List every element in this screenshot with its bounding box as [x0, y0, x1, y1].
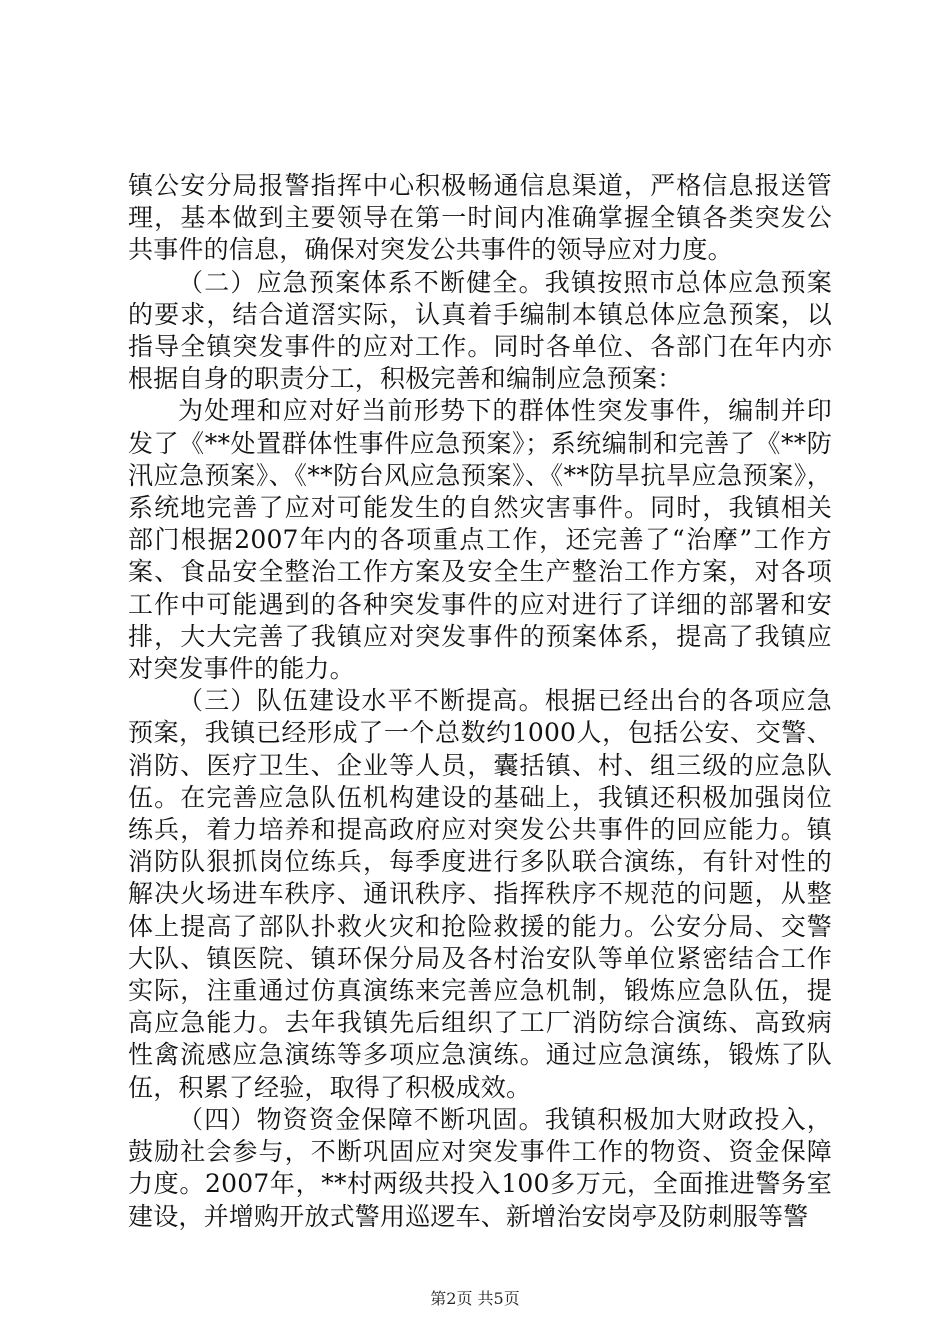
page-footer: 第2页 共5页 [430, 1289, 520, 1308]
paragraph-3: 为处理和应对好当前形势下的群体性突发事件，编制并印发了《**处置群体性事件应急预案》；系统编制和完善了《**防汛应急预案》、《**防台风应急预案》、《**防旱抗旱应急预案》，系统地完善了应对可能发生的自然灾害事件。同时，我镇相关部门根据2007年内的各项重点工作，还完善了“治摩”工作方案、食品安全整治工作方案及安全生产整治工作方案，对各项工作中可能遇到的各种突发事件的应对进行了详细的部署和安排，大大完善了我镇应对突发事件的预案体系，提高了我镇应对突发事件的能力。 [128, 396, 832, 684]
paragraph-5: （四）物资资金保障不断巩固。我镇积极加大财政投入，鼓励社会参与，不断巩固应对突发事件工作的物资、资金保障力度。2007年，**村两级共投入100多万元，全面推进警务室建设，并增购开放式警用巡逻车、新增治安岗亭及防刺服等警 [128, 1104, 832, 1231]
paragraph-1: 镇公安分局报警指挥中心积极畅通信息渠道，严格信息报送管理，基本做到主要领导在第一时间内准确掌握全镇各类突发公共事件的信息，确保对突发公共事件的领导应对力度。 [128, 171, 832, 265]
paragraph-4: （三）队伍建设水平不断提高。根据已经出台的各项应急预案，我镇已经形成了一个总数约1000人，包括公安、交警、消防、医疗卫生、企业等人员，囊括镇、村、组三级的应急队伍。在完善应急队伍机构建设的基础上，我镇还积极加强岗位练兵，着力培养和提高政府应对突发公共事件的回应能力。镇消防队狠抓岗位练兵，每季度进行多队联合演练，有针对性的解决火场进车秩序、通讯秩序、指挥秩序不规范的问题，从整体上提高了部队扑救火灾和抢险救援的能力。公安分局、交警大队、镇医院、镇环保分局及各村治安队等单位紧密结合工作实际，注重通过仿真演练来完善应急机制，锻炼应急队伍，提高应急能力。去年我镇先后组织了工厂消防综合演练、高致病性禽流感应急演练等多项应急演练。通过应急演练，锻炼了队伍，积累了经验，取得了积极成效。 [128, 686, 832, 1102]
document-body [128, 170, 832, 1233]
paragraph-2: （二）应急预案体系不断健全。我镇按照市总体应急预案的要求，结合道滘实际，认真着手编制本镇总体应急预案，以指导全镇突发事件的应对工作。同时各单位、各部门在年内亦根据自身的职责分工，积极完善和编制应急预案： [128, 267, 832, 394]
